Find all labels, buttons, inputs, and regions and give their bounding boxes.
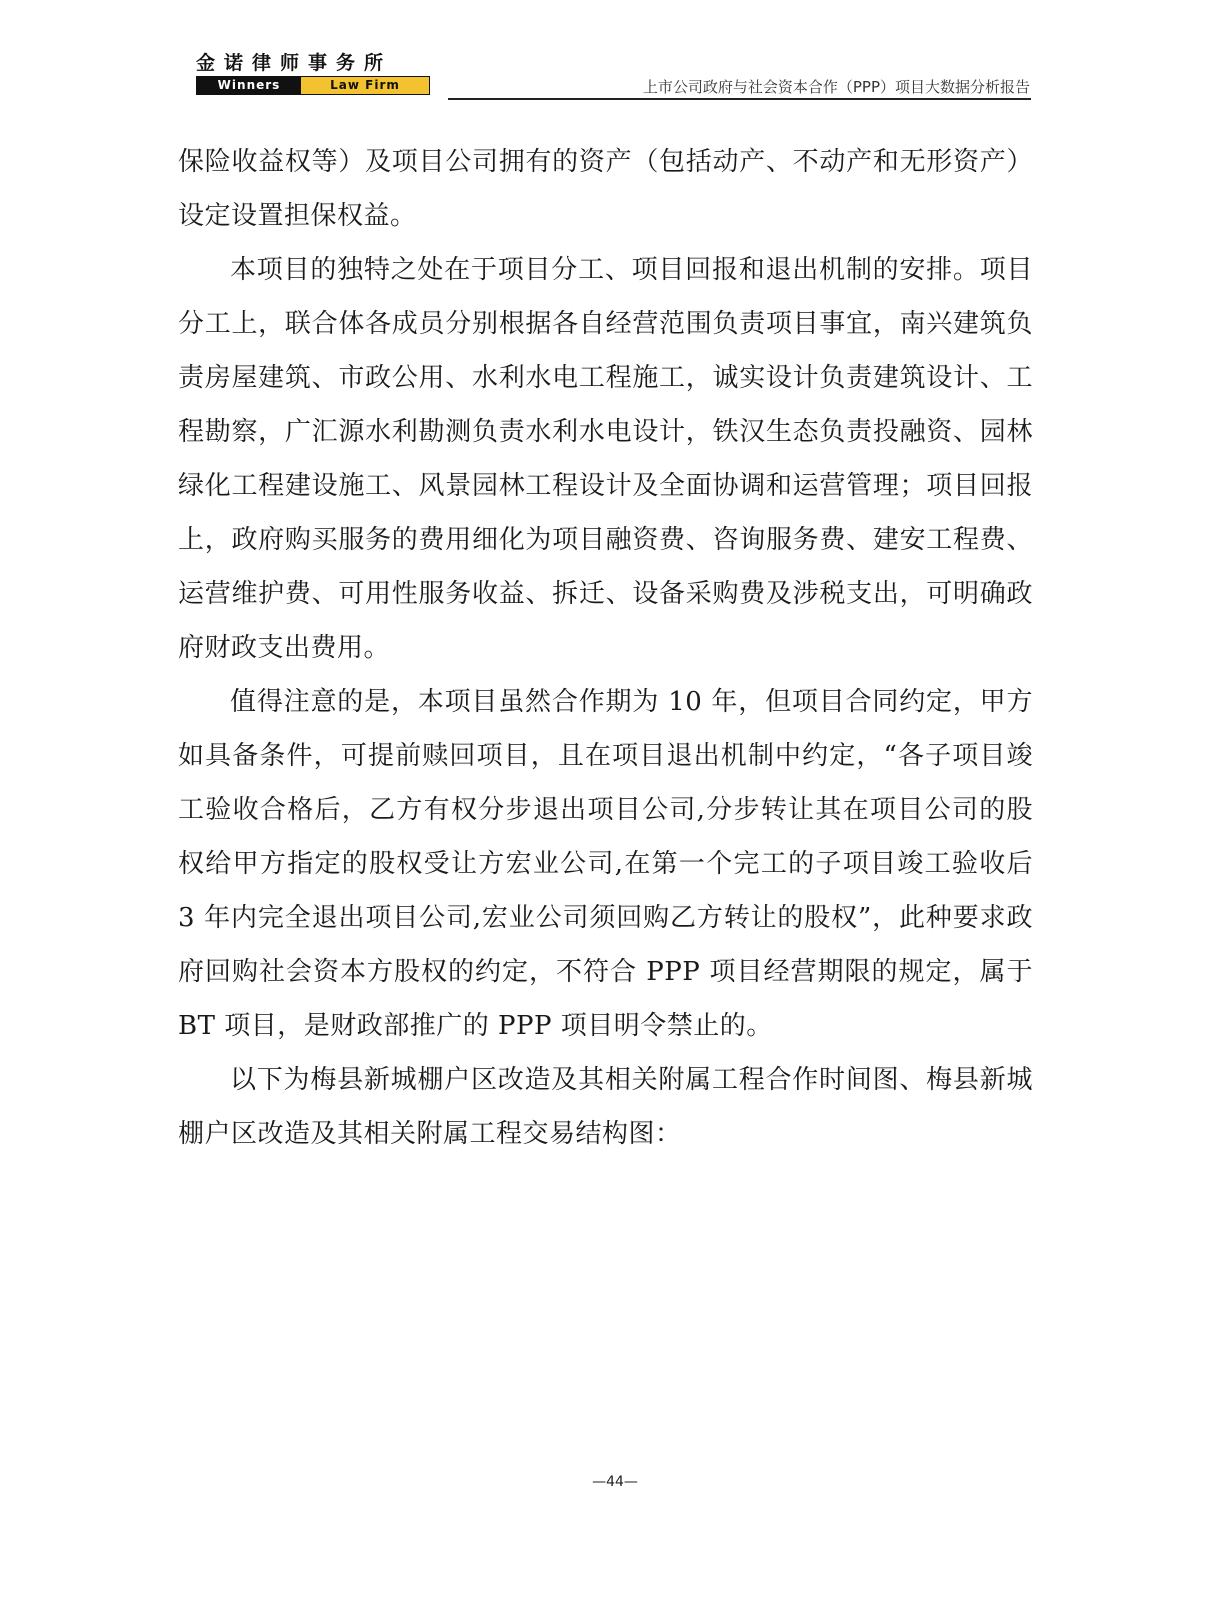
logo-chinese-name: 金诺律师事务所 [196, 52, 393, 74]
paragraph-continuation: 保险收益权等）及项目公司拥有的资产（包括动产、不动产和无形资产）设定设置担保权益。 [178, 147, 1033, 231]
paragraph-exit-mechanism: 值得注意的是，本项目虽然合作期为 10 年，但项目合同约定，甲方如具备条件，可提前赎回项目，且在项目退出机制中约定，“各子项目竣工验收合格后，乙方有权分步退出项目公司,分步转让其在项目公司的股权给甲方指定的股权受让方宏业公司,在第一个完工的子项目竣工验收后 3 年内完全退出项目公司,宏业公司须回购乙方转让的股权”，此种要求政府回购社会资本方股权的约定，不符合 PPP 项目经营期限的规定，属于 BT 项目，是财政部推广的 PPP 项目明令禁止的。 [178, 687, 1033, 1041]
paragraph-figure-intro: 以下为梅县新城棚户区改造及其相关附属工程合作时间图、梅县新城棚户区改造及其相关附属工程交易结构图： [178, 1065, 1033, 1149]
logo-english-bar [196, 76, 430, 95]
document-body [178, 135, 1033, 1161]
page-number: —44— [592, 1474, 638, 1490]
report-header-title: 上市公司政府与社会资本合作（PPP）项目大数据分析报告 [642, 78, 1030, 96]
header-divider [448, 98, 1031, 100]
logo-english-left: Winners [197, 77, 301, 94]
paragraph-project-features: 本项目的独特之处在于项目分工、项目回报和退出机制的安排。项目分工上，联合体各成员分别根据各自经营范围负责项目事宜，南兴建筑负责房屋建筑、市政公用、水利水电工程施工，诚实设计负责建筑设计、工程勘察，广汇源水利勘测负责水利水电设计，铁汉生态负责投融资、园林绿化工程建设施工、风景园林工程设计及全面协调和运营管理；项目回报上，政府购买服务的费用细化为项目融资费、咨询服务费、建安工程费、运营维护费、可用性服务收益、拆迁、设备采购费及涉税支出，可明确政府财政支出费用。 [178, 255, 1033, 663]
logo-english-right: Law Firm [301, 77, 429, 94]
law-firm-logo [196, 52, 430, 95]
